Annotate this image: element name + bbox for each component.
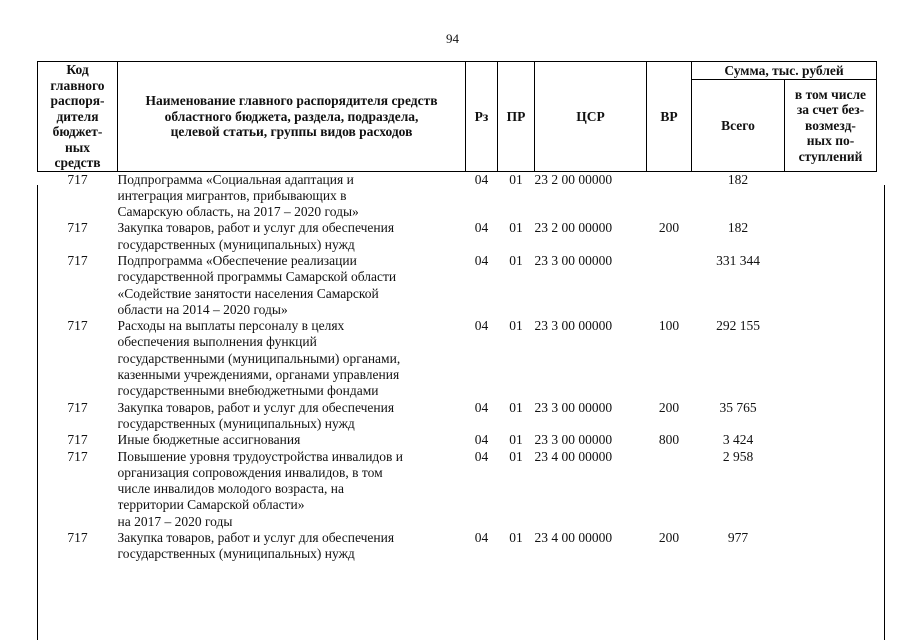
row-pr: 01 (509, 399, 523, 415)
row-pr: 01 (509, 530, 523, 546)
row-name (118, 318, 466, 399)
row-code: 717 (67, 432, 88, 448)
header-incl-line: ступлений (798, 148, 863, 164)
row-name-line: на 2017 – 2020 годы (117, 513, 233, 529)
row-total: 977 (727, 530, 749, 546)
row-vr (647, 171, 692, 220)
row-total: 35 765 (719, 399, 757, 415)
row-name-line: государственными (муниципальными) органами, (117, 350, 401, 366)
row-vr (647, 253, 692, 318)
row-incl (785, 318, 877, 399)
row-code: 717 (67, 530, 88, 546)
header-incl (785, 80, 877, 172)
row-code: 717 (67, 318, 88, 334)
row-csr: 23 4 00 00000 (534, 530, 613, 546)
header-code-line: средств (54, 155, 101, 170)
row-name (118, 171, 466, 220)
row-name (118, 400, 466, 433)
row-total: 331 344 (716, 252, 760, 268)
row-name (118, 253, 466, 318)
row-rz: 04 (474, 448, 489, 464)
row-pr: 01 (509, 432, 523, 448)
row-name-line: Повышение уровня трудоустройства инвалидов и (117, 448, 404, 464)
header-incl-line: в том числе (794, 86, 867, 102)
row-name (118, 530, 466, 563)
table-row (38, 253, 877, 318)
row-incl (785, 530, 877, 563)
header-code-line: Код (66, 62, 89, 77)
header-total: Всего (692, 80, 785, 172)
row-rz: 04 (474, 432, 489, 448)
left-border-line (37, 185, 38, 640)
row-rz: 04 (474, 252, 489, 268)
row-rz: 04 (474, 171, 489, 187)
budget-table (37, 61, 877, 563)
row-total: 3 424 (722, 432, 754, 448)
row-vr: 200 (658, 399, 680, 415)
row-pr: 01 (509, 318, 523, 334)
header-name (118, 62, 466, 172)
row-name-line: Расходы на выплаты персоналу в целях (117, 318, 345, 334)
row-pr: 01 (509, 448, 523, 464)
header-csr: ЦСР (535, 62, 647, 172)
row-name-line: Закупка товаров, работ и услуг для обеспечения (117, 220, 395, 236)
row-name-line: Подпрограмма «Социальная адаптация и (117, 171, 354, 187)
row-name-line: Самарскую область, на 2017 – 2020 годы» (117, 204, 359, 220)
row-vr: 200 (658, 530, 680, 546)
row-name-line: государственных (муниципальных) нужд (117, 415, 355, 431)
row-name-line: государственных (муниципальных) нужд (117, 236, 355, 252)
row-incl (785, 400, 877, 433)
row-name (118, 220, 466, 253)
header-incl-line: возмезд- (805, 117, 856, 133)
row-csr: 23 3 00 00000 (534, 432, 613, 448)
row-code: 717 (67, 220, 88, 236)
row-code: 717 (67, 399, 88, 415)
row-pr: 01 (509, 220, 523, 236)
table-row (38, 400, 877, 433)
row-name-line: территории Самарской области» (117, 497, 305, 513)
header-incl-line: ных по- (806, 133, 855, 148)
row-csr: 23 4 00 00000 (534, 448, 613, 464)
row-name-line: Закупка товаров, работ и услуг для обеспечения (117, 399, 395, 415)
row-name-line: Иные бюджетные ассигнования (117, 432, 301, 448)
table-row (38, 220, 877, 253)
table-row (38, 318, 877, 399)
row-csr: 23 2 00 00000 (534, 220, 613, 236)
header-code-line: распоря- (50, 93, 105, 108)
header-code-line: дителя (56, 108, 99, 124)
header-code-line: бюджет- (52, 124, 103, 139)
row-name-line: государственными внебюджетными фондами (117, 383, 379, 399)
row-name-line: казенными учреждениями, органами управления (117, 367, 400, 383)
row-total: 2 958 (722, 448, 754, 464)
row-csr: 23 3 00 00000 (534, 399, 613, 415)
header-pr: ПР (498, 62, 535, 172)
row-name-line: области на 2014 – 2020 годы» (117, 301, 288, 317)
row-total: 182 (727, 220, 749, 236)
table-row (38, 432, 877, 448)
table-row (38, 530, 877, 563)
row-rz: 04 (474, 318, 489, 334)
row-name-line: Подпрограмма «Обеспечение реализации (117, 252, 357, 268)
row-pr: 01 (509, 252, 523, 268)
table-body (38, 171, 877, 563)
row-vr: 200 (658, 220, 680, 236)
header-name-line: Наименование главного распорядителя средств (145, 93, 438, 108)
row-incl (785, 253, 877, 318)
table-row (38, 171, 877, 220)
header-incl-line: за счет без- (796, 102, 865, 117)
row-code: 717 (67, 252, 88, 268)
header-name-line: целевой статьи, группы видов расходов (170, 124, 413, 139)
row-name-line: организация сопровождения инвалидов, в том (117, 464, 383, 480)
row-name-line: государственных (муниципальных) нужд (117, 546, 355, 562)
row-vr: 100 (658, 318, 680, 334)
row-csr: 23 3 00 00000 (534, 318, 613, 334)
row-rz: 04 (474, 530, 489, 546)
row-name (118, 432, 466, 448)
header-sum: Сумма, тыс. рублей (692, 62, 877, 80)
header-code (38, 62, 118, 172)
row-csr: 23 2 00 00000 (534, 171, 613, 187)
row-name-line: числе инвалидов молодого возраста, на (117, 481, 344, 497)
header-rz: Рз (466, 62, 498, 172)
row-vr (647, 449, 692, 530)
table-header (38, 62, 877, 172)
row-incl (785, 171, 877, 220)
row-rz: 04 (474, 399, 489, 415)
row-incl (785, 449, 877, 530)
header-code-line: главного (50, 77, 105, 93)
page-number: 94 (446, 31, 459, 46)
row-total: 292 155 (716, 318, 760, 334)
row-vr: 800 (658, 432, 680, 448)
row-name (118, 449, 466, 530)
row-name-line: Закупка товаров, работ и услуг для обеспечения (117, 530, 395, 546)
header-vr: ВР (647, 62, 692, 172)
row-rz: 04 (474, 220, 489, 236)
row-csr: 23 3 00 00000 (534, 252, 613, 268)
row-incl (785, 220, 877, 253)
row-name-line: обеспечения выполнения функций (117, 334, 317, 350)
row-name-line: государственной программы Самарской области (117, 269, 397, 285)
row-name-line: интеграция мигрантов, прибывающих в (117, 187, 347, 203)
row-pr: 01 (509, 171, 523, 187)
table-row (38, 449, 877, 530)
header-name-line: областного бюджета, раздела, подраздела, (164, 108, 419, 124)
row-incl (785, 432, 877, 448)
header-code-line: ных (64, 139, 91, 155)
row-total: 182 (727, 171, 749, 187)
row-code: 717 (67, 448, 88, 464)
row-name-line: «Содействие занятости населения Самарской (117, 285, 379, 301)
right-border-line (884, 185, 885, 640)
row-code: 717 (67, 171, 88, 187)
